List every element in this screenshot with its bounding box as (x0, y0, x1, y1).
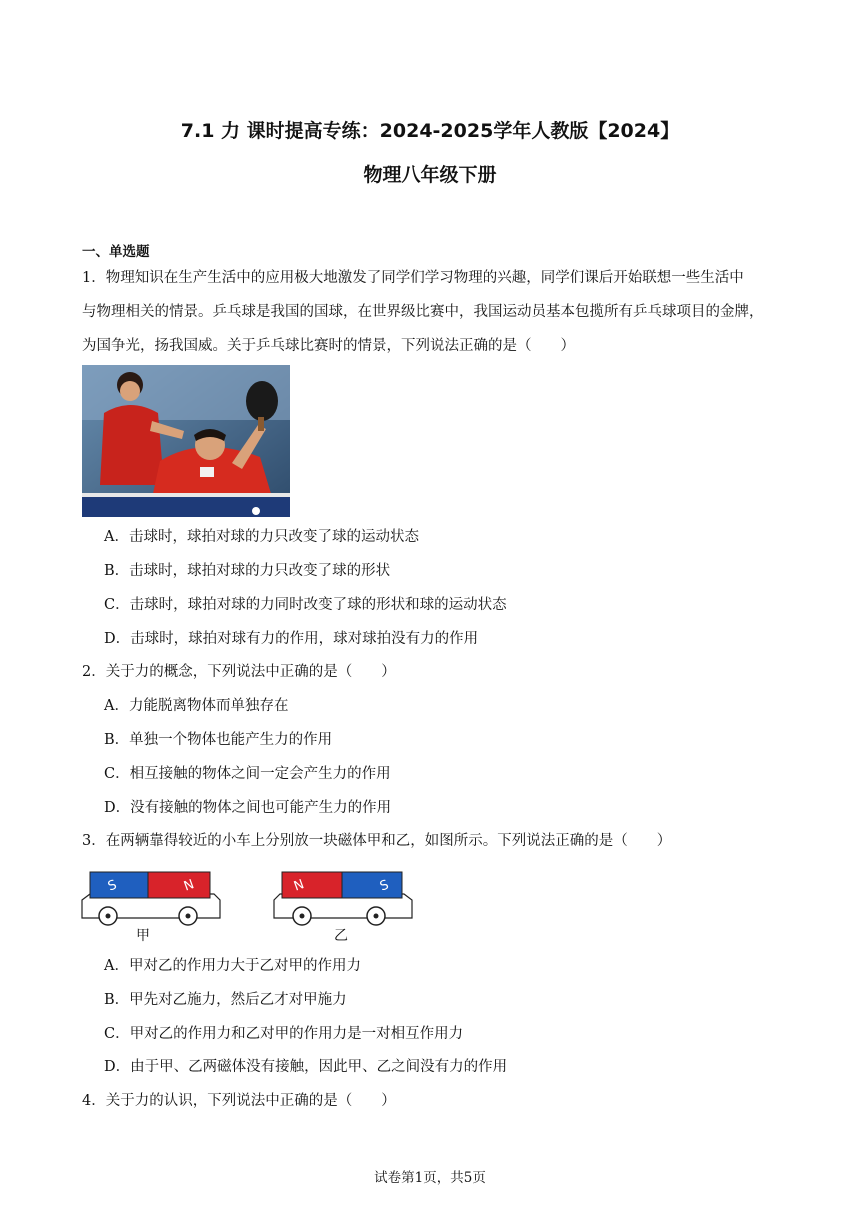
q1-stem-line1: 1．物理知识在生产生活中的应用极大地激发了同学们学习物理的兴趣，同学们课后开始联想一些生活中 (82, 270, 744, 286)
table-tennis-photo (82, 365, 290, 517)
q3-option-a: A．甲对乙的作用力大于乙对甲的作用力 (104, 958, 361, 974)
q2-option-d: D．没有接触的物体之间也可能产生力的作用 (104, 800, 392, 816)
q3-option-d: D．由于甲、乙两磁体没有接触，因此甲、乙之间没有力的作用 (104, 1059, 508, 1075)
q2-option-b: B．单独一个物体也能产生力的作用 (104, 732, 333, 748)
magnet-car-yi (272, 868, 416, 944)
car-label-yi: 乙 (334, 928, 348, 944)
q2-option-c: C．相互接触的物体之间一定会产生力的作用 (104, 766, 391, 782)
jia-pole-right: N (181, 877, 197, 895)
q1-option-b: B．击球时，球拍对球的力只改变了球的形状 (104, 563, 391, 579)
q3-option-b: B．甲先对乙施力，然后乙才对甲施力 (104, 992, 347, 1008)
yi-pole-right: S (377, 877, 391, 895)
doc-title-line1: 7.1 力 课时提高专练：2024-2025学年人教版【2024】 (180, 120, 680, 142)
q1-option-d: D．击球时，球拍对球有力的作用，球对球拍没有力的作用 (104, 631, 479, 647)
q1-stem-line3: 为国争光，扬我国威。关于乒乓球比赛时的情景，下列说法正确的是（ ） (82, 338, 575, 354)
q3-stem: 3．在两辆靠得较近的小车上分别放一块磁体甲和乙，如图所示。下列说法正确的是（ ） (82, 833, 672, 849)
doc-title-line2: 物理八年级下册 (363, 164, 497, 186)
q1-stem-line2: 与物理相关的情景。乒乓球是我国的国球，在世界级比赛中，我国运动员基本包揽所有乒乓球项目的金牌， (82, 304, 764, 320)
page-footer: 试卷第1页，共5页 (374, 1170, 486, 1186)
jia-pole-left: S (105, 877, 119, 895)
yi-pole-left: N (291, 877, 307, 895)
q2-stem: 2．关于力的概念，下列说法中正确的是（ ） (82, 664, 396, 680)
magnet-car-jia (80, 868, 224, 944)
section-heading: 一、单选题 (82, 244, 150, 260)
q1-option-c: C．击球时，球拍对球的力同时改变了球的形状和球的运动状态 (104, 597, 507, 613)
q4-stem: 4．关于力的认识，下列说法中正确的是（ ） (82, 1093, 396, 1109)
car-label-jia: 甲 (136, 928, 150, 944)
q2-option-a: A．力能脱离物体而单独存在 (104, 698, 289, 714)
q3-option-c: C．甲对乙的作用力和乙对甲的作用力是一对相互作用力 (104, 1026, 464, 1042)
q1-option-a: A．击球时，球拍对球的力只改变了球的运动状态 (104, 529, 419, 545)
